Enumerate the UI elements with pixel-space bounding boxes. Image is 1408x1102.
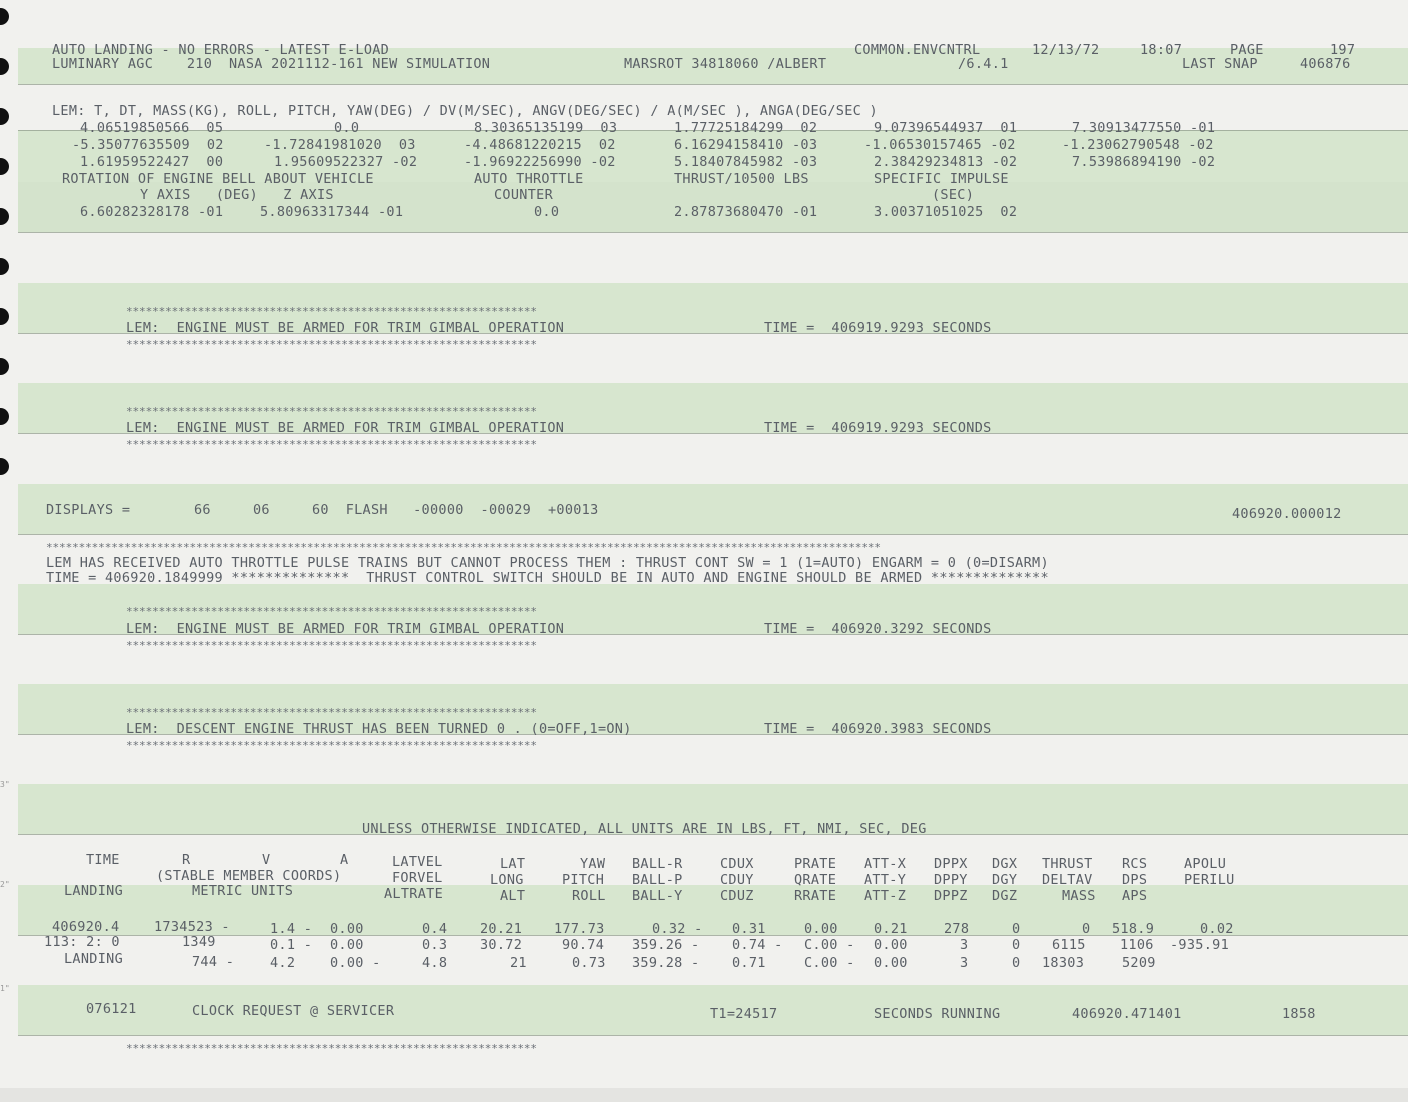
lem-subheading-counter: COUNTER (494, 187, 553, 203)
col-header-metric: METRIC UNITS (192, 883, 294, 899)
table-cell: 0 (1082, 921, 1091, 937)
lem-subheading-axes: Y AXIS (DEG) Z AXIS (140, 187, 334, 203)
feed-hole-icon (0, 8, 9, 25)
warning-line-2: TIME = 406920.1849999 ************** THRUST CONTROL SWITCH SHOULD BE IN AUTO AND ENGINE SHOULD BE ARMED ************** (46, 570, 1049, 586)
header-snap-label: LAST SNAP (1182, 56, 1258, 72)
message-text: LEM: ENGINE MUST BE ARMED FOR TRIM GIMBAL OPERATION (126, 621, 565, 637)
table-cell: 0.00 (330, 937, 364, 953)
col-header: RRATE (794, 888, 837, 904)
col-header: ALTRATE (384, 886, 443, 902)
lem-cell: 5.18407845982 -03 (674, 154, 818, 170)
col-header: PERILU (1184, 872, 1235, 888)
col-header: RCS (1122, 856, 1148, 872)
lem-cell: -1.96922256990 -02 (464, 154, 616, 170)
table-cell: 5209 (1122, 955, 1156, 971)
message-time: TIME = 406919.9293 SECONDS (764, 320, 992, 336)
col-header: LONG (490, 872, 524, 888)
lem-value-z-axis: 5.80963317344 -01 (260, 204, 404, 220)
footer-value: 406920.471401 (1072, 1006, 1182, 1022)
col-header: ALT (500, 888, 526, 904)
table-cell: 0.02 (1200, 921, 1234, 937)
col-header: CDUX (720, 856, 754, 872)
col-header: LATVEL (392, 854, 443, 870)
col-header: LAT (500, 856, 526, 872)
table-cell: 20.21 (480, 921, 523, 937)
displays-values: 66 06 60 FLASH -00000 -00029 +00013 (194, 502, 599, 518)
col-header: PRATE (794, 856, 837, 872)
stars-line: *************************************************************** (126, 707, 537, 719)
table-cell: 406920.4 (52, 919, 120, 935)
header-operator: MARSROT 34818060 /ALBERT (624, 56, 827, 72)
table-cell: 1106 (1120, 937, 1154, 953)
lem-cell: -1.23062790548 -02 (1062, 137, 1214, 153)
lem-cell: 8.30365135199 03 (474, 120, 618, 136)
table-cell: 744 - (192, 954, 235, 970)
col-header: YAW (580, 856, 606, 872)
table-cell: 0.21 (874, 921, 908, 937)
header-page-number: 197 (1330, 42, 1356, 58)
col-header: DPS (1122, 872, 1148, 888)
table-cell: C.00 - (804, 937, 855, 953)
col-header: ATT-Y (864, 872, 907, 888)
feed-hole-icon (0, 408, 9, 425)
col-header: R (182, 852, 191, 868)
table-cell: 4.8 (422, 955, 448, 971)
table-cell: 0.4 (422, 921, 448, 937)
col-header: CDUY (720, 872, 754, 888)
lem-subheading-isp-unit: (SEC) (932, 187, 975, 203)
header-title: AUTO LANDING - NO ERRORS - LATEST E-LOAD (52, 42, 390, 58)
feed-hole-icon (0, 458, 9, 475)
feed-hole-icon (0, 158, 9, 175)
header-clock: 18:07 (1140, 42, 1183, 58)
feed-hole-icon (0, 358, 9, 375)
stars-line: *************************************************************** (126, 439, 537, 451)
message-text: LEM: ENGINE MUST BE ARMED FOR TRIM GIMBAL OPERATION (126, 420, 565, 436)
col-header: ROLL (572, 888, 606, 904)
col-header-stable: (STABLE MEMBER COORDS) (156, 868, 342, 884)
col-header-landing: LANDING (64, 883, 123, 899)
footer-request: CLOCK REQUEST @ SERVICER (192, 1003, 395, 1019)
col-header: TIME (86, 852, 120, 868)
table-cell: 113: 2: 0 (44, 934, 120, 950)
table-cell: 30.72 (480, 937, 523, 953)
feed-hole-icon (0, 308, 9, 325)
col-header: DGZ (992, 888, 1018, 904)
lem-cell: -5.35077635509 02 (72, 137, 224, 153)
table-cell: C.00 - (804, 955, 855, 971)
feed-hole-icon (0, 258, 9, 275)
lem-cell: 1.95609522327 -02 (274, 154, 418, 170)
col-header: FORVEL (392, 870, 443, 886)
col-header: BALL-R (632, 856, 683, 872)
table-cell: 0.3 (422, 937, 448, 953)
col-header: DELTAV (1042, 872, 1093, 888)
col-header: DGX (992, 856, 1018, 872)
table-cell: 3 (960, 955, 969, 971)
units-note: UNLESS OTHERWISE INDICATED, ALL UNITS ARE IN LBS, FT, NMI, SEC, DEG (362, 821, 927, 837)
table-cell: 359.26 - (632, 937, 700, 953)
lem-cell: 7.53986894190 -02 (1072, 154, 1216, 170)
lem-cell: 7.30913477550 -01 (1072, 120, 1216, 136)
margin-mark: 2" (0, 880, 10, 889)
col-header: MASS (1062, 888, 1096, 904)
col-header: DPPX (934, 856, 968, 872)
table-cell: 0 (1012, 921, 1021, 937)
feed-hole-icon (0, 108, 9, 125)
stars-line: *************************************************************** (126, 339, 537, 351)
lem-cell: -4.48681220215 02 (464, 137, 616, 153)
header-snap-value: 406876 (1300, 56, 1351, 72)
table-cell: 1734523 - (154, 919, 230, 935)
col-header: ATT-Z (864, 888, 907, 904)
paper-bottom-edge (0, 1088, 1408, 1102)
lem-cell: 4.06519850566 05 (80, 120, 224, 136)
col-header: BALL-P (632, 872, 683, 888)
message-time: TIME = 406920.3983 SECONDS (764, 721, 992, 737)
table-cell: 21 (510, 955, 527, 971)
margin-mark: 3" (0, 780, 10, 789)
table-cell: 0.31 (732, 921, 766, 937)
message-time: TIME = 406920.3292 SECONDS (764, 621, 992, 637)
lem-value-y-axis: 6.60282328178 -01 (80, 204, 224, 220)
col-header: DPPZ (934, 888, 968, 904)
col-header: BALL-Y (632, 888, 683, 904)
table-cell: 0.00 (330, 921, 364, 937)
lem-cell: -1.06530157465 -02 (864, 137, 1016, 153)
header-program: COMMON.ENVCNTRL (854, 42, 981, 58)
stars-line: *************************************************************** (126, 1043, 537, 1055)
table-cell: 0.32 - (652, 921, 703, 937)
footer-code: 076121 (86, 1001, 137, 1017)
message-text: LEM: ENGINE MUST BE ARMED FOR TRIM GIMBAL OPERATION (126, 320, 565, 336)
lem-subheading-throttle: AUTO THROTTLE (474, 171, 584, 187)
lem-cell: 1.61959522427 00 (80, 154, 224, 170)
footer-count: 1858 (1282, 1006, 1316, 1022)
lem-cell: 0.0 (334, 120, 360, 136)
lem-cell: -1.72841981020 03 (264, 137, 416, 153)
col-header: PITCH (562, 872, 605, 888)
col-header: DGY (992, 872, 1018, 888)
col-header: V (262, 852, 271, 868)
lem-value-thrust: 2.87873680470 -01 (674, 204, 818, 220)
stars-line: *************************************************************** (126, 406, 537, 418)
lem-cell: 9.07396544937 01 (874, 120, 1018, 136)
table-cell: 278 (944, 921, 970, 937)
col-header: ATT-X (864, 856, 907, 872)
header-date: 12/13/72 (1032, 42, 1100, 58)
header-subtitle: LUMINARY AGC 210 NASA 2021112-161 NEW SIMULATION (52, 56, 491, 72)
table-cell: 0.1 - (270, 937, 313, 953)
col-header: DPPY (934, 872, 968, 888)
header-version: /6.4.1 (958, 56, 1009, 72)
col-header: THRUST (1042, 856, 1093, 872)
table-cell: 1.4 - (270, 921, 313, 937)
table-cell: -935.91 (1170, 937, 1229, 953)
lem-heading: LEM: T, DT, MASS(KG), ROLL, PITCH, YAW(DEG) / DV(M/SEC), ANGV(DEG/SEC) / A(M/SEC ), ANGA(DEG/SEC ) (52, 103, 878, 119)
warning-stars: ******************************************************************************************************************************** (46, 542, 881, 554)
col-header: CDUZ (720, 888, 754, 904)
table-cell: 0 (1012, 937, 1021, 953)
lem-cell: 2.38429234813 -02 (874, 154, 1018, 170)
lem-subheading-isp: SPECIFIC IMPULSE (874, 171, 1009, 187)
table-cell: 0.74 - (732, 937, 783, 953)
table-cell: 0.00 - (330, 955, 381, 971)
table-cell: 1349 (182, 934, 216, 950)
table-cell: 359.28 - (632, 955, 700, 971)
stars-line: *************************************************************** (126, 640, 537, 652)
stars-line: *************************************************************** (126, 606, 537, 618)
lem-cell: 6.16294158410 -03 (674, 137, 818, 153)
header-page-label: PAGE (1230, 42, 1264, 58)
table-cell: 177.73 (554, 921, 605, 937)
message-text: LEM: DESCENT ENGINE THRUST HAS BEEN TURNED 0 . (0=OFF,1=ON) (126, 721, 632, 737)
table-cell: 18303 (1042, 955, 1085, 971)
table-cell: 0.71 (732, 955, 766, 971)
table-cell: 0 (1012, 955, 1021, 971)
table-cell: 6115 (1052, 937, 1086, 953)
col-header: QRATE (794, 872, 837, 888)
footer-running: SECONDS RUNNING (874, 1006, 1001, 1022)
table-cell: 0.00 (874, 955, 908, 971)
lem-cell: 1.77725184299 02 (674, 120, 818, 136)
warning-line-1: LEM HAS RECEIVED AUTO THROTTLE PULSE TRAINS BUT CANNOT PROCESS THEM : THRUST CONT SW = 1 (1=AUTO) ENGARM = 0 (0=DISARM) (46, 555, 1049, 571)
table-cell: 0.00 (874, 937, 908, 953)
displays-label: DISPLAYS = (46, 502, 131, 518)
table-cell: 4.2 (270, 955, 296, 971)
displays-timestamp: 406920.000012 (1232, 506, 1342, 522)
stars-line: *************************************************************** (126, 740, 537, 752)
table-cell: 3 (960, 937, 969, 953)
feed-hole-icon (0, 208, 9, 225)
footer-ti: T1=24517 (710, 1006, 778, 1022)
feed-hole-icon (0, 58, 9, 75)
stars-line: *************************************************************** (126, 306, 537, 318)
margin-mark: 1" (0, 984, 10, 993)
col-header: APS (1122, 888, 1148, 904)
table-cell: 0.73 (572, 955, 606, 971)
table-cell: 90.74 (562, 937, 605, 953)
table-cell: 518.9 (1112, 921, 1155, 937)
lem-subheading-rotation: ROTATION OF ENGINE BELL ABOUT VEHICLE (62, 171, 374, 187)
table-cell: LANDING (64, 951, 123, 967)
col-header: APOLU (1184, 856, 1227, 872)
message-time: TIME = 406919.9293 SECONDS (764, 420, 992, 436)
col-header: A (340, 852, 349, 868)
lem-value-counter: 0.0 (534, 204, 560, 220)
lem-value-isp: 3.00371051025 02 (874, 204, 1018, 220)
table-cell: 0.00 (804, 921, 838, 937)
lem-subheading-thrust: THRUST/10500 LBS (674, 171, 809, 187)
